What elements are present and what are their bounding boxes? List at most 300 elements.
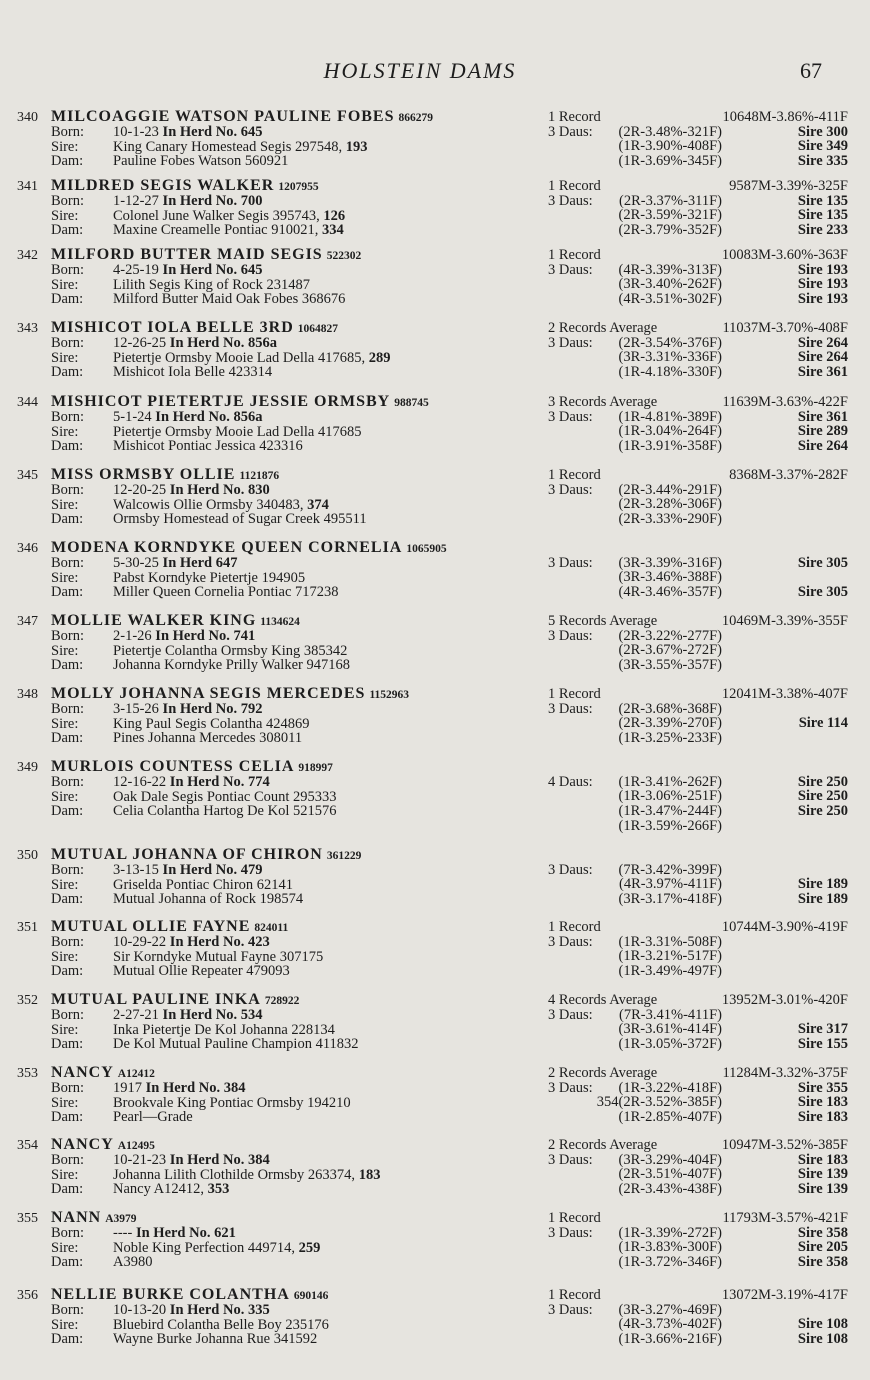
line-label: Sire: — [51, 642, 79, 659]
line-text: A3980 — [113, 1254, 153, 1271]
record-number: 355 — [17, 1211, 38, 1226]
pedigree-line — [51, 658, 350, 673]
production-line — [548, 804, 848, 819]
production-label: 3 Daus: — [548, 408, 593, 425]
production-value: (2R-3.37%-311F) — [619, 192, 722, 209]
line-bold-text: In Herd No. 774 — [169, 774, 270, 790]
record-number: 350 — [17, 848, 38, 863]
production-line — [548, 1211, 848, 1226]
sire-reference: Sire 250 — [797, 803, 848, 820]
line-label: Sire: — [51, 276, 79, 293]
sire-reference: Sire 193 — [797, 276, 848, 293]
pedigree-line — [51, 1023, 359, 1038]
pedigree-line — [51, 223, 345, 238]
production-label: 3 Records Average — [548, 394, 658, 410]
line-label: Dam: — [51, 963, 84, 980]
sire-reference: Sire 264 — [797, 438, 848, 455]
production-value: (3R-3.29%-404F) — [618, 1151, 722, 1168]
pedigree-line — [51, 125, 368, 140]
production-value: 10083M-3.60%-363F — [721, 247, 848, 263]
record-number: 349 — [17, 760, 38, 775]
pedigree-line — [51, 804, 337, 819]
record-number: 354 — [17, 1138, 38, 1153]
production-line — [548, 424, 848, 439]
production-label: 3 Daus: — [548, 1301, 593, 1318]
line-text: 5-30-25 — [113, 555, 159, 571]
line-text: 1917 — [113, 1080, 142, 1096]
pedigree-lines — [51, 410, 361, 454]
production-label: 3 Daus: — [548, 627, 593, 644]
line-bold-text: In Herd No. 335 — [169, 1302, 270, 1318]
production-records — [548, 993, 848, 1052]
line-label: Dam: — [51, 511, 84, 528]
production-line — [548, 964, 848, 979]
production-line — [548, 570, 848, 585]
production-line — [548, 1153, 848, 1168]
pedigree-line — [51, 571, 339, 586]
line-bold-text: In Herd No. 384 — [169, 1152, 270, 1168]
production-line — [548, 395, 848, 410]
line-label: Sire: — [51, 715, 79, 732]
production-line — [548, 541, 848, 556]
production-value: 12041M-3.38%-407F — [721, 686, 848, 702]
sire-reference: Sire 305 — [797, 584, 848, 601]
line-text: Lilith Segis King of Rock 231487 — [113, 276, 310, 293]
sire-reference: Sire 189 — [797, 891, 848, 908]
line-text: Oak Dale Segis Pontiac Count 295333 — [113, 788, 337, 805]
production-line — [548, 1081, 848, 1096]
line-label: Dam: — [51, 1036, 84, 1053]
line-bold-text: 193 — [345, 138, 368, 155]
production-line — [548, 629, 848, 644]
production-line — [548, 760, 848, 775]
dam-name-text: NANN — [51, 1209, 102, 1226]
line-text: Pearl—Grade — [113, 1109, 193, 1126]
production-label: 3 Daus: — [548, 554, 593, 571]
line-text: Johanna Lilith Clothilde Ormsby 263374, — [113, 1166, 356, 1183]
line-label: Born: — [51, 193, 85, 209]
production-value: (1R-2.85%-407F) — [618, 1109, 722, 1126]
production-label: 3 Daus: — [548, 700, 593, 717]
line-label: Dam: — [51, 730, 84, 747]
line-bold-text: In Herd No. 792 — [162, 701, 263, 717]
production-records — [548, 760, 848, 833]
production-value: (4R-3.73%-402F) — [618, 1316, 722, 1333]
page-title: HOLSTEIN DAMS — [323, 58, 517, 83]
line-text: 3-13-15 — [113, 862, 159, 878]
sire-reference: Sire 139 — [797, 1181, 848, 1198]
record-number: 343 — [17, 321, 38, 336]
production-value: (1R-3.91%-358F) — [618, 438, 722, 455]
production-value: (3R-3.61%-414F) — [618, 1021, 722, 1038]
sire-reference: Sire 358 — [797, 1224, 848, 1241]
production-line — [548, 208, 848, 223]
production-label: 2 Records Average — [548, 1137, 658, 1153]
production-value: (4R-3.39%-313F) — [618, 261, 722, 278]
production-value: 10469M-3.39%-355F — [721, 613, 848, 629]
pedigree-line — [51, 209, 345, 224]
production-value: (1R-4.18%-330F) — [618, 364, 722, 381]
production-line — [548, 223, 848, 238]
line-label: Born: — [51, 934, 85, 950]
pedigree-lines — [51, 629, 350, 673]
record-number: 356 — [17, 1288, 38, 1303]
sire-reference: Sire 317 — [797, 1021, 848, 1038]
record-number: 345 — [17, 468, 38, 483]
production-line — [548, 556, 848, 571]
line-text: Griselda Pontiac Chiron 62141 — [113, 876, 294, 893]
production-line — [548, 702, 848, 717]
production-value: 11793M-3.57%-421F — [722, 1210, 848, 1226]
pedigree-line — [51, 365, 390, 380]
dam-name-text: MISHICOT PIETERTJE JESSIE ORMSBY — [51, 393, 391, 410]
pedigree-line — [51, 702, 310, 717]
production-line — [548, 789, 848, 804]
production-label: 4 Daus: — [548, 773, 593, 790]
line-label: Born: — [51, 482, 85, 498]
line-label: Sire: — [51, 948, 79, 965]
pedigree-line — [51, 292, 345, 307]
production-line — [548, 920, 848, 935]
line-text: Walcowis Ollie Ormsby 340483, — [113, 496, 304, 513]
production-line — [548, 1317, 848, 1332]
pedigree-line — [51, 483, 367, 498]
line-text: Mishicot Pontiac Jessica 423316 — [113, 438, 303, 455]
sire-reference: Sire 183 — [797, 1109, 848, 1126]
production-records — [548, 848, 848, 907]
registration-number: A12412 — [117, 1068, 155, 1080]
pedigree-lines — [51, 935, 323, 979]
production-records — [548, 920, 848, 979]
production-label: 2 Records Average — [548, 1065, 658, 1081]
production-value: (3R-3.27%-469F) — [618, 1301, 722, 1318]
line-bold-text: In Herd No. 700 — [162, 193, 263, 209]
pedigree-line — [51, 512, 367, 527]
production-value: (3R-3.40%-262F) — [618, 276, 722, 293]
line-label: Sire: — [51, 423, 79, 440]
production-value: (1R-3.47%-244F) — [618, 803, 722, 820]
record-number: 341 — [17, 179, 38, 194]
dam-name-text: MOLLIE WALKER KING — [51, 612, 257, 629]
pedigree-lines — [51, 125, 368, 169]
line-label: Dam: — [51, 1331, 84, 1348]
dam-name-text: MILDRED SEGIS WALKER — [51, 177, 275, 194]
production-line — [548, 1167, 848, 1182]
sire-reference: Sire 264 — [797, 349, 848, 366]
production-line — [548, 775, 848, 790]
pedigree-line — [51, 585, 339, 600]
record-number: 351 — [17, 920, 38, 935]
line-label: Sire: — [51, 1316, 79, 1333]
production-label: 3 Daus: — [548, 481, 593, 498]
registration-number: 1121876 — [239, 470, 280, 482]
line-label: Born: — [51, 335, 85, 351]
line-label: Dam: — [51, 1181, 84, 1198]
pedigree-lines — [51, 194, 345, 238]
record-number: 352 — [17, 993, 38, 1008]
production-value: (3R-3.17%-418F) — [618, 891, 722, 908]
production-line — [548, 716, 848, 731]
line-text: Wayne Burke Johanna Rue 341592 — [113, 1331, 318, 1348]
line-text: Bluebird Colantha Belle Boy 235176 — [113, 1316, 329, 1333]
production-line — [548, 483, 848, 498]
production-line — [548, 1288, 848, 1303]
sire-reference: Sire 233 — [797, 222, 848, 239]
production-label: 3 Daus: — [548, 192, 593, 209]
line-text: Pabst Korndyke Pietertje 194905 — [113, 569, 306, 586]
line-bold-text: 126 — [323, 207, 346, 224]
pedigree-lines — [51, 263, 345, 307]
pedigree-line — [51, 950, 323, 965]
registration-number: 728922 — [264, 995, 300, 1007]
production-records — [548, 614, 848, 673]
production-value: (2R-3.44%-291F) — [618, 481, 722, 498]
production-line — [548, 512, 848, 527]
production-line — [548, 1303, 848, 1318]
production-records — [548, 1066, 848, 1125]
pedigree-lines — [51, 556, 339, 600]
production-value: 11284M-3.32%-375F — [722, 1065, 848, 1081]
line-text: Johanna Korndyke Prilly Walker 947168 — [113, 657, 350, 674]
production-line — [548, 1008, 848, 1023]
production-line — [548, 194, 848, 209]
production-line — [548, 365, 848, 380]
production-label: 3 Daus: — [548, 933, 593, 950]
production-records — [548, 248, 848, 307]
pedigree-line — [51, 1303, 329, 1318]
production-line — [548, 321, 848, 336]
line-label: Born: — [51, 262, 85, 278]
pedigree-line — [51, 1318, 329, 1333]
production-value: (2R-3.79%-352F) — [618, 222, 722, 239]
production-label: 3 Daus: — [548, 334, 593, 351]
line-label: Born: — [51, 1152, 85, 1168]
pedigree-lines — [51, 1303, 329, 1347]
line-text: 12-26-25 — [113, 335, 167, 351]
line-label: Born: — [51, 862, 85, 878]
sire-reference: Sire 183 — [797, 1094, 848, 1111]
line-text: 12-16-22 — [113, 774, 167, 790]
production-label: 1 Record — [548, 1287, 601, 1303]
pedigree-line — [51, 263, 345, 278]
pedigree-lines — [51, 1008, 359, 1052]
line-label: Sire: — [51, 138, 79, 155]
registration-number: 1134624 — [260, 616, 300, 628]
line-bold-text: In Herd No. 479 — [162, 862, 263, 878]
line-bold-text: In Herd No. 384 — [145, 1080, 246, 1096]
registration-number: 918997 — [298, 762, 333, 774]
pedigree-line — [51, 1081, 351, 1096]
pedigree-line — [51, 878, 303, 893]
production-line — [548, 439, 848, 454]
production-label: 1 Record — [548, 686, 601, 702]
production-value: (1R-3.04%-264F) — [618, 423, 722, 440]
line-text: Pauline Fobes Watson 560921 — [113, 153, 289, 170]
production-line — [548, 614, 848, 629]
production-value: 354(2R-3.52%-385F) — [596, 1094, 722, 1111]
line-label: Sire: — [51, 569, 79, 586]
line-label: Dam: — [51, 657, 84, 674]
pedigree-line — [51, 140, 368, 155]
dam-name-text: NELLIE BURKE COLANTHA — [51, 1286, 290, 1303]
line-text: 2-27-21 — [113, 1007, 159, 1023]
pedigree-line — [51, 935, 323, 950]
sire-reference: Sire 114 — [798, 715, 848, 732]
line-bold-text: In Herd No. 830 — [169, 482, 270, 498]
dam-name-text: MISS ORMSBY OLLIE — [51, 466, 236, 483]
pedigree-line — [51, 154, 368, 169]
production-label: 1 Record — [548, 1210, 601, 1226]
line-bold-text: In Herd No. 534 — [162, 1007, 263, 1023]
registration-number: 361229 — [326, 850, 362, 862]
sire-reference: Sire 250 — [797, 773, 848, 790]
production-label: 3 Daus: — [548, 861, 593, 878]
line-label: Born: — [51, 628, 85, 644]
production-value: 11639M-3.63%-422F — [722, 394, 848, 410]
line-text: 12-20-25 — [113, 482, 167, 498]
sire-reference: Sire 155 — [797, 1036, 848, 1053]
production-label: 1 Record — [548, 247, 601, 263]
production-line — [548, 1095, 848, 1110]
production-value: 8368M-3.37%-282F — [729, 467, 848, 483]
production-line — [548, 350, 848, 365]
line-text: 10-29-22 — [113, 934, 167, 950]
production-value: 10744M-3.90%-419F — [721, 919, 848, 935]
pedigree-lines — [51, 1226, 320, 1270]
pedigree-lines — [51, 702, 310, 746]
line-label: Dam: — [51, 584, 84, 601]
line-label: Born: — [51, 701, 85, 717]
pedigree-lines — [51, 483, 367, 527]
production-value: (4R-3.97%-411F) — [619, 876, 722, 893]
line-bold-text: In Herd No. 645 — [162, 262, 263, 278]
sire-reference: Sire 361 — [797, 408, 848, 425]
dam-name-text: NANCY — [51, 1136, 114, 1153]
pedigree-line — [51, 1168, 380, 1183]
production-records — [548, 321, 848, 380]
registration-number: A3979 — [105, 1213, 137, 1225]
record-number: 347 — [17, 614, 38, 629]
production-value: (2R-3.28%-306F) — [618, 496, 722, 513]
record-number: 353 — [17, 1066, 38, 1081]
production-value: (3R-3.39%-316F) — [618, 554, 722, 571]
production-records — [548, 687, 848, 746]
production-value: 13952M-3.01%-420F — [721, 992, 848, 1008]
line-label: Sire: — [51, 496, 79, 513]
production-value: (1R-3.66%-216F) — [618, 1331, 722, 1348]
dam-name — [51, 541, 447, 557]
production-value: (1R-3.25%-233F) — [618, 730, 722, 747]
production-value: (3R-3.46%-388F) — [618, 569, 722, 586]
line-text: Pietertje Colantha Ormsby King 385342 — [113, 642, 348, 659]
production-records — [548, 468, 848, 527]
sire-reference: Sire 139 — [797, 1166, 848, 1183]
production-line — [548, 687, 848, 702]
production-line — [548, 1138, 848, 1153]
production-line — [548, 179, 848, 194]
line-text: Sir Korndyke Mutual Fayne 307175 — [113, 948, 324, 965]
production-label: 1 Record — [548, 178, 601, 194]
pedigree-lines — [51, 1153, 380, 1197]
line-bold-text: In Herd No. 621 — [135, 1225, 236, 1241]
page-number: 67 — [800, 58, 822, 83]
sire-reference: Sire 358 — [797, 1254, 848, 1271]
production-line — [548, 949, 848, 964]
production-line — [548, 1022, 848, 1037]
registration-number: 866279 — [398, 112, 433, 124]
dam-name-text: NANCY — [51, 1064, 114, 1081]
production-value: (1R-3.21%-517F) — [618, 948, 722, 965]
line-label: Sire: — [51, 1166, 79, 1183]
line-label: Born: — [51, 555, 85, 571]
production-line — [548, 863, 848, 878]
line-label: Dam: — [51, 364, 84, 381]
line-label: Dam: — [51, 1254, 84, 1271]
sire-reference: Sire 361 — [797, 364, 848, 381]
record-number: 348 — [17, 687, 38, 702]
production-line — [548, 1226, 848, 1241]
line-label: Born: — [51, 1080, 85, 1096]
registration-number: 988745 — [394, 397, 429, 409]
production-value: (1R-4.81%-389F) — [618, 408, 722, 425]
line-text: Celia Colantha Hartog De Kol 521576 — [113, 803, 337, 820]
production-value: (1R-3.90%-408F) — [618, 138, 722, 155]
production-label: 4 Records Average — [548, 992, 658, 1008]
production-line — [548, 154, 848, 169]
sire-reference: Sire 189 — [797, 876, 848, 893]
line-label: Dam: — [51, 291, 84, 308]
line-text: Milford Butter Maid Oak Fobes 368676 — [113, 291, 346, 308]
line-label: Sire: — [51, 876, 79, 893]
line-label: Born: — [51, 774, 85, 790]
line-text: De Kol Mutual Pauline Champion 411832 — [113, 1036, 359, 1053]
line-text: Pietertje Ormsby Mooie Lad Della 417685, — [113, 349, 366, 366]
production-line — [548, 993, 848, 1008]
production-value: 9587M-3.39%-325F — [729, 178, 848, 194]
line-bold-text: In Herd No. 856a — [169, 335, 277, 351]
sire-reference: Sire 193 — [797, 291, 848, 308]
pedigree-line — [51, 1037, 359, 1052]
production-records — [548, 1211, 848, 1270]
line-label: Dam: — [51, 153, 84, 170]
line-label: Dam: — [51, 222, 84, 239]
production-line — [548, 410, 848, 425]
sire-reference: Sire 264 — [797, 334, 848, 351]
line-text: 5-1-24 — [113, 409, 152, 425]
line-text: Noble King Perfection 449714, — [113, 1239, 296, 1256]
registration-number: 1065905 — [406, 543, 447, 555]
production-line — [548, 248, 848, 263]
production-value: (2R-3.54%-376F) — [618, 334, 722, 351]
line-bold-text: 183 — [358, 1166, 381, 1183]
dam-name-text: MUTUAL PAULINE INKA — [51, 991, 261, 1008]
production-value: (2R-3.51%-407F) — [618, 1166, 722, 1183]
production-line — [548, 892, 848, 907]
production-value: (3R-3.55%-357F) — [618, 657, 722, 674]
sire-reference: Sire 108 — [797, 1331, 848, 1348]
dam-name-text: MUTUAL JOHANNA OF CHIRON — [51, 846, 323, 863]
production-value: (1R-3.59%-266F) — [618, 817, 722, 834]
pedigree-lines — [51, 336, 390, 380]
production-line — [548, 139, 848, 154]
production-label: 5 Records Average — [548, 613, 658, 629]
line-bold-text: In Herd No. 741 — [155, 628, 256, 644]
sire-reference: Sire 289 — [797, 423, 848, 440]
line-text: Mishicot Iola Belle 423314 — [113, 364, 273, 381]
pedigree-line — [51, 1096, 351, 1111]
production-value: (2R-3.33%-290F) — [618, 511, 722, 528]
pedigree-line — [51, 775, 337, 790]
